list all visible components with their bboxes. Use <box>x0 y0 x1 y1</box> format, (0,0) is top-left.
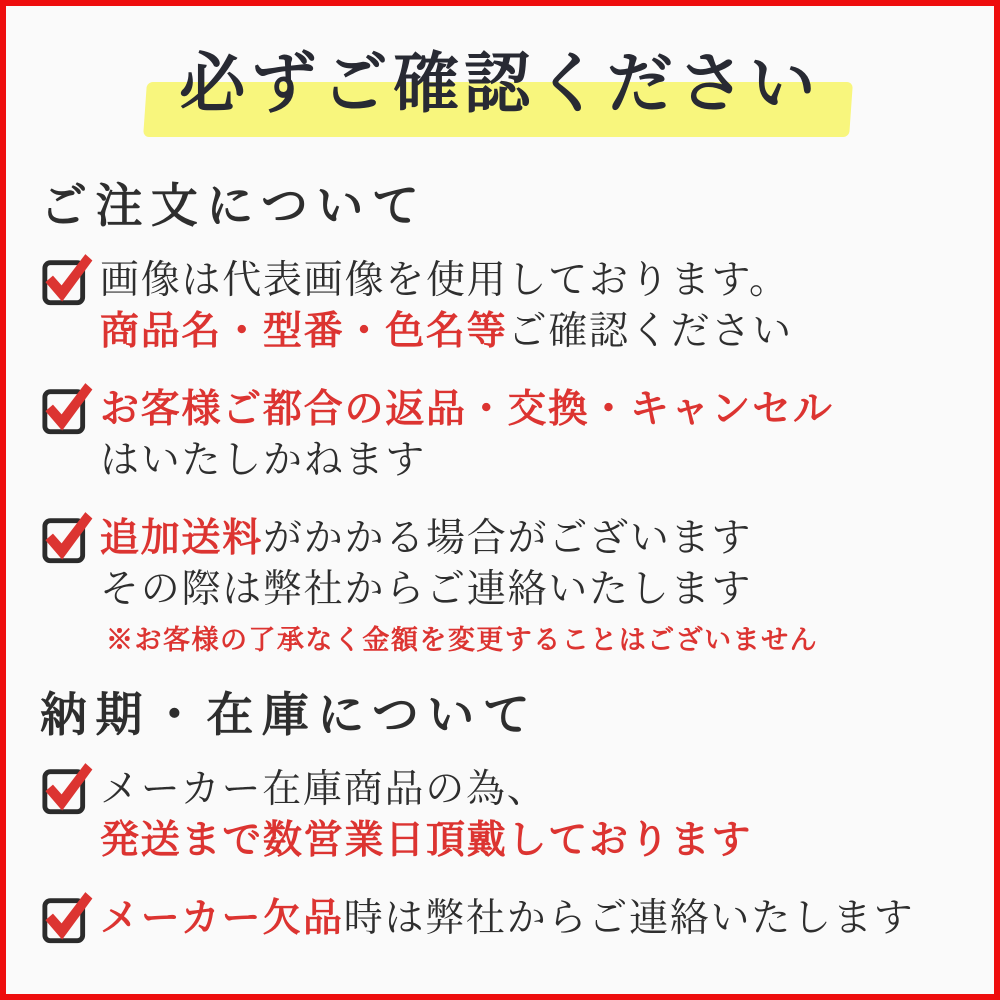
section-delivery-stock <box>40 687 960 945</box>
text-segment: はいたしかねます <box>100 439 427 483</box>
checklist-item-representative-image <box>40 255 960 358</box>
text-segment-emphasis: メーカー欠品 <box>100 896 344 940</box>
checked-checkbox-icon <box>40 382 94 436</box>
text-segment-emphasis: 商品名・型番・色名等 <box>100 310 508 354</box>
text-segment: 画像は代表画像を使用しております。 <box>100 258 790 302</box>
section-heading-delivery-stock: 納期・在庫について <box>40 690 539 743</box>
text-line <box>100 255 793 306</box>
section-heading-order: ご注文について <box>40 180 428 233</box>
text-segment: がかかる場合がございます <box>263 516 753 560</box>
text-line <box>100 513 818 564</box>
text-segment-emphasis: 追加送料 <box>100 516 264 560</box>
checklist-item-extra-shipping <box>40 513 960 660</box>
text-segment-emphasis: お客様ご都合の返品・交換・キャンセル <box>100 387 834 431</box>
page-title <box>40 46 960 124</box>
checklist-item-maker-stock <box>40 764 960 867</box>
page-title-text: 必ずご確認ください <box>169 48 831 121</box>
checklist-item-text <box>100 513 818 660</box>
checklist-item-text <box>100 384 834 487</box>
price-change-disclaimer-note: ※お客様の了承なく金額を変更することはございません <box>106 625 819 656</box>
text-line <box>100 306 793 357</box>
text-segment: メーカー在庫商品の為、 <box>100 767 548 811</box>
text-segment: その際は弊社からご連絡いたします <box>100 567 753 611</box>
checklist-item-text <box>100 893 914 944</box>
text-line <box>100 815 752 866</box>
text-segment: ご確認ください <box>507 310 793 354</box>
checked-checkbox-icon <box>40 762 94 816</box>
checked-checkbox-icon <box>40 511 94 565</box>
checked-checkbox-icon <box>40 253 94 307</box>
checklist-item-no-returns <box>40 384 960 487</box>
text-segment: 時は弊社からご連絡いたします <box>343 896 915 940</box>
text-segment-emphasis: 発送まで数営業日頂戴しております <box>100 819 753 863</box>
checklist-item-text <box>100 764 752 867</box>
checked-checkbox-icon <box>40 891 94 945</box>
checklist-item-text <box>100 255 793 358</box>
checklist-item-maker-shortage <box>40 893 960 945</box>
text-line <box>100 893 914 944</box>
text-line <box>100 384 834 435</box>
text-line <box>100 435 834 486</box>
text-line <box>100 764 752 815</box>
section-order <box>40 178 960 659</box>
text-line <box>100 564 818 615</box>
